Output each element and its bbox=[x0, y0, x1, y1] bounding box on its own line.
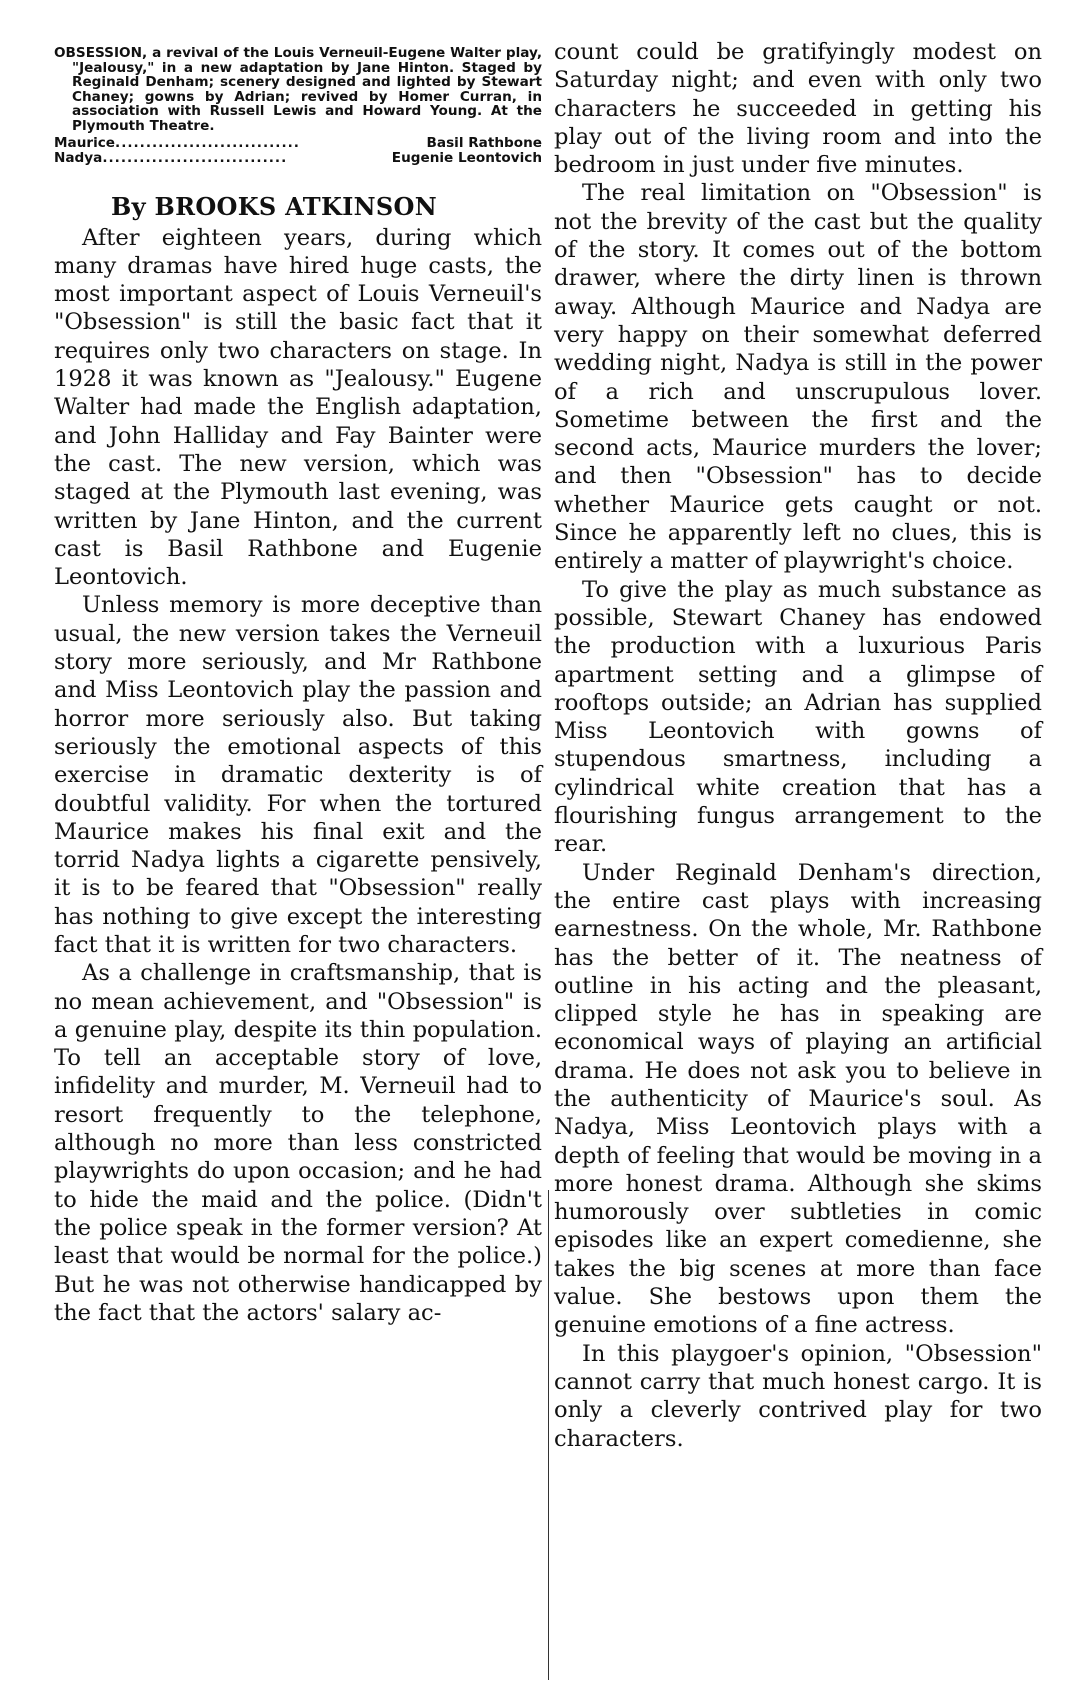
body-paragraph-continued: count could be gratifyingly modest on Saturday night; and even with only two characters he succeeded in getting his play out of the living room and into the bedroom in just under five minutes. bbox=[554, 39, 1042, 179]
left-column bbox=[54, 38, 542, 1327]
cast-row-nadya bbox=[54, 151, 542, 166]
body-paragraph: After eighteen years, during which many dramas have hired huge casts, the most important aspect of Louis Verneuil's "Obsession" is still the basic fact that it requires only two characters on stage. In 1928 it was known as "Jealousy." Eugene Walter had made the English adaptation, and John Halliday and Fay Bainter were the cast. The new version, which was staged at the Plymouth last evening, was written by Jane Hinton, and the current cast is Basil Rathbone and Eugenie Leontovich. bbox=[54, 224, 542, 591]
body-paragraph: As a challenge in craftsmanship, that is no mean achievement, and "Obsession" is a genuine play, despite its thin population. To tell an acceptable story of love, infidelity and murder, M. Verneuil had to resort frequently to the telephone, although no more than less constricted playwrights do upon occasion; and he had to hide the maid and the police. (Didn't the police speak in the former version? At least that would be normal for the police.) But he was not otherwise handicapped by the fact that the actors' salary ac- bbox=[54, 960, 542, 1326]
column-rule bbox=[548, 1190, 549, 1680]
cast-leader-dots: .............................. bbox=[115, 135, 300, 151]
cast-row-maurice bbox=[54, 136, 542, 151]
byline: By BROOKS ATKINSON bbox=[111, 191, 437, 221]
body-paragraph: Unless memory is more deceptive than usual, the new version takes the Verneuil story more seriously, and Mr Rathbone and Miss Leontovich play the passion and horror more seriously also. But taking seriously the emotional aspects of this exercise in dramatic dexterity is of doubtful validity. For when the tortured Maurice makes his final exit and the torrid Nadya lights a cigarette pensively, it is to be feared that "Obsession" really has nothing to give except the interesting fact that it is written for two characters. bbox=[54, 592, 542, 958]
body-paragraph: The real limitation on "Obsession" is not the brevity of the cast but the quality of the story. It comes out of the bottom drawer, where the dirty linen is thrown away. Although Maurice and Nadya are very happy on their somewhat deferred wedding night, Nadya is still in the power of a rich and unscrupulous lover. Sometime between the first and the second acts, Maurice murders the lover; and then "Obsession" has to decide whether Maurice gets caught or not. Since he apparently left no clues, this is entirely a matter of playwright's choice. bbox=[554, 180, 1042, 575]
production-credits: OBSESSION, a revival of the Louis Verneuil-Eugene Walter play, "Jealousy," in a new adaptation by Jane Hinton. Staged by Reginald Denham; scenery designed and lighted by Stewart Chaney; gowns by Adrian; revived by Homer Curran, in association with Russell Lewis and Howard Young. At the Plymouth Theatre. bbox=[54, 45, 542, 134]
cast-leader-dots: .............................. bbox=[102, 150, 288, 166]
cast-role: Nadya bbox=[54, 150, 103, 166]
cast-actor: Eugenie Leontovich bbox=[391, 150, 542, 166]
cast-list bbox=[54, 136, 542, 166]
body-paragraph: Under Reginald Denham's direction, the entire cast plays with increasing earnestness. On the whole, Mr. Rathbone has the better of it. The neatness of outline in his acting and the pleasant, clipped style he has in speaking are economical ways of playing an artificial drama. He does not ask you to believe in the authenticity of Maurice's soul. As Nadya, Miss Leontovich plays with a depth of feeling that would be moving in a more honest drama. Although she skims humorously over subtleties in comic episodes like an expert comedienne, she takes the big scenes at more than face value. She bestows upon them the genuine emotions of a fine actress. bbox=[554, 859, 1042, 1339]
cast-role: Maurice bbox=[54, 135, 116, 151]
body-paragraph: To give the play as much substance as possible, Stewart Chaney has endowed the production with a luxurious Paris apartment setting and a glimpse of rooftops outside; an Adrian has supplied Miss Leontovich with gowns of stupendous smartness, including a cylindrical white creation that has a flourishing fungus arrangement to the rear. bbox=[554, 576, 1042, 858]
cast-actor: Basil Rathbone bbox=[426, 135, 542, 151]
body-paragraph: In this playgoer's opinion, "Obsession" cannot carry that much honest cargo. It is only a cleverly contrived play for two characters. bbox=[554, 1340, 1042, 1452]
right-column bbox=[554, 38, 1042, 1453]
